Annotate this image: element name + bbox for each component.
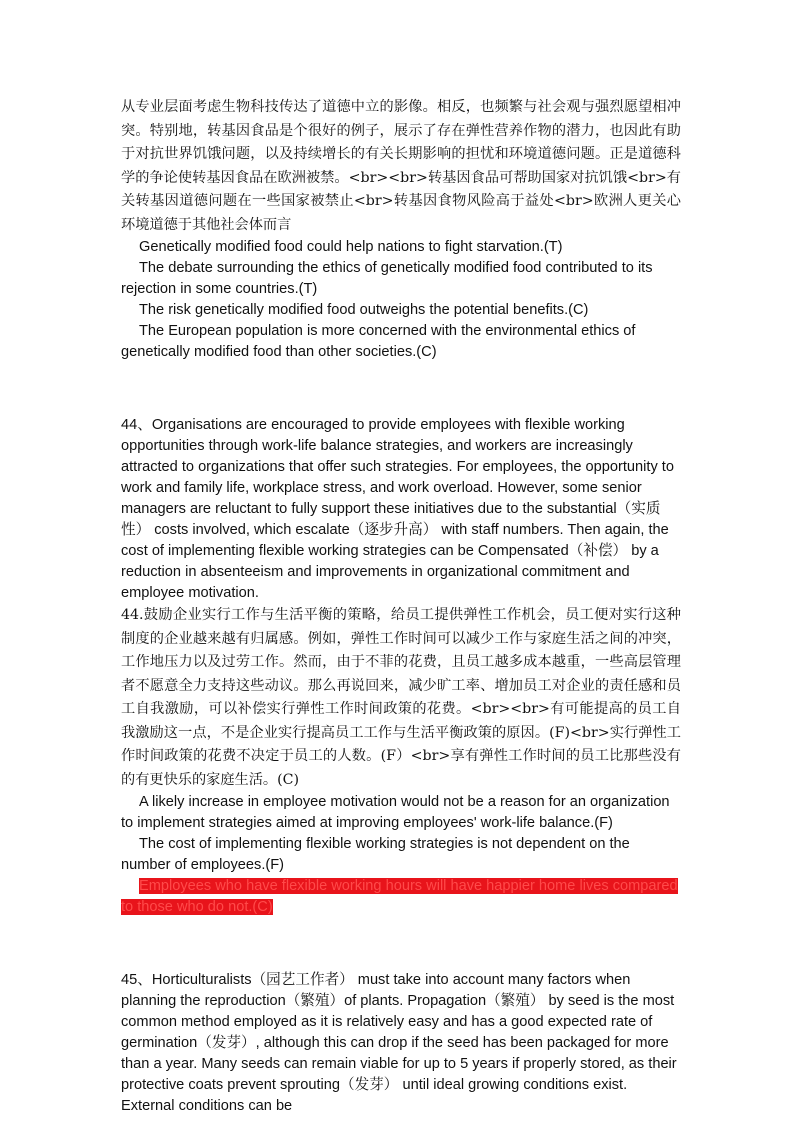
q44-chinese-translation: 44.鼓励企业实行工作与生活平衡的策略，给员工提供弹性工作机会，员工便对实行这种制度的企业越来越有归属感。例如，弹性工作时间可以减少工作与家庭生活之间的冲突，工作地压力以及过劳工作。然而，由于不菲的花费，且员工越多成本越重，一些高层管理者不愿意全力支持这些动议。那么再说回来，减少旷工率、增加员工对企业的责任感和员工自我激励，可以补偿实行弹性工作时间政策的花费。<br><br>有可能提高的员工自我激励这一点，不是企业实行提高员工工作与生活平衡政策的原因。(F)<br>实行弹性工作时间政策的花费不决定于员工的人数。(F）<br>享有弹性工作时间的员工比那些没有的有更快乐的家庭生活。(C) bbox=[121, 607, 681, 788]
q43-chinese-translation: 从专业层面考虑生物科技传达了道德中立的影像。相反，也频繁与社会观与强烈愿望相冲突。特别地，转基因食品是个很好的例子，展示了存在弹性营养作物的潜力，也因此有助于对抗世界饥饿问题，以及持续增长的有关长期影响的担忧和环境道德问题。正是道德科学的争论使转基因食品在欧洲被禁。<br><br>转基因食品可帮助国家对抗饥饿<br>有关转基因道德问题在一些国家被禁止<br>转基因食物风险高于益处<br>欧洲人更关心环境道德于其他社会体而言 bbox=[121, 99, 681, 233]
q43-statement-2: The debate surrounding the ethics of genetically modified food contributed to its rejection in some countries.(T) bbox=[121, 260, 653, 297]
q44-statement-2: The cost of implementing flexible working strategies is not dependent on the number of employees.(F) bbox=[121, 836, 630, 873]
q43-statement-4: The European population is more concerned with the environmental ethics of genetically modified food than other societies.(C) bbox=[121, 323, 636, 360]
q45-passage: 45、Horticulturalists（园艺工作者） must take into account many factors when planning the reproduction（繁殖）of plants. Propagation（繁殖） by seed is the most common method employed as it is relatively easy and has a good expected rate of germination（发芽）, although this can drop if the seed has been packaged for more than a year. Many seeds can remain viable for up to 5 years if properly stored, as their protective coats prevent sprouting（发芽） until ideal growing conditions exist. External conditions can be bbox=[121, 972, 677, 1114]
highlighted-statement: Employees who have flexible working hours will have happier home lives compared to those who do not.(C) bbox=[121, 878, 678, 915]
q44-passage: 44、Organisations are encouraged to provide employees with flexible working opportunities through work-life balance strategies, and workers are increasingly attracted to organizations that offer such strategies. For employees, the opportunity to work and family life, workplace stress, and work overload. However, some senior managers are reluctant to fully support these initiatives due to the substantial（实质性） costs involved, which escalate（逐步升高） with staff numbers. Then again, the cost of implementing flexible working strategies can be Compensated（补偿） by a reduction in absenteeism and improvements in organizational commitment and employee motivation. bbox=[121, 417, 674, 601]
q44-statement-1: A likely increase in employee motivation would not be a reason for an organization to implement strategies aimed at improving employees' work-life balance.(F) bbox=[121, 794, 670, 831]
q43-statement-1: Genetically modified food could help nations to fight starvation.(T) bbox=[139, 239, 563, 255]
q43-statement-3: The risk genetically modified food outweighs the potential benefits.(C) bbox=[139, 302, 589, 318]
spacer bbox=[121, 363, 681, 415]
spacer bbox=[121, 918, 681, 970]
q44-statement-3-highlighted bbox=[121, 876, 681, 918]
document-page bbox=[121, 96, 681, 1117]
